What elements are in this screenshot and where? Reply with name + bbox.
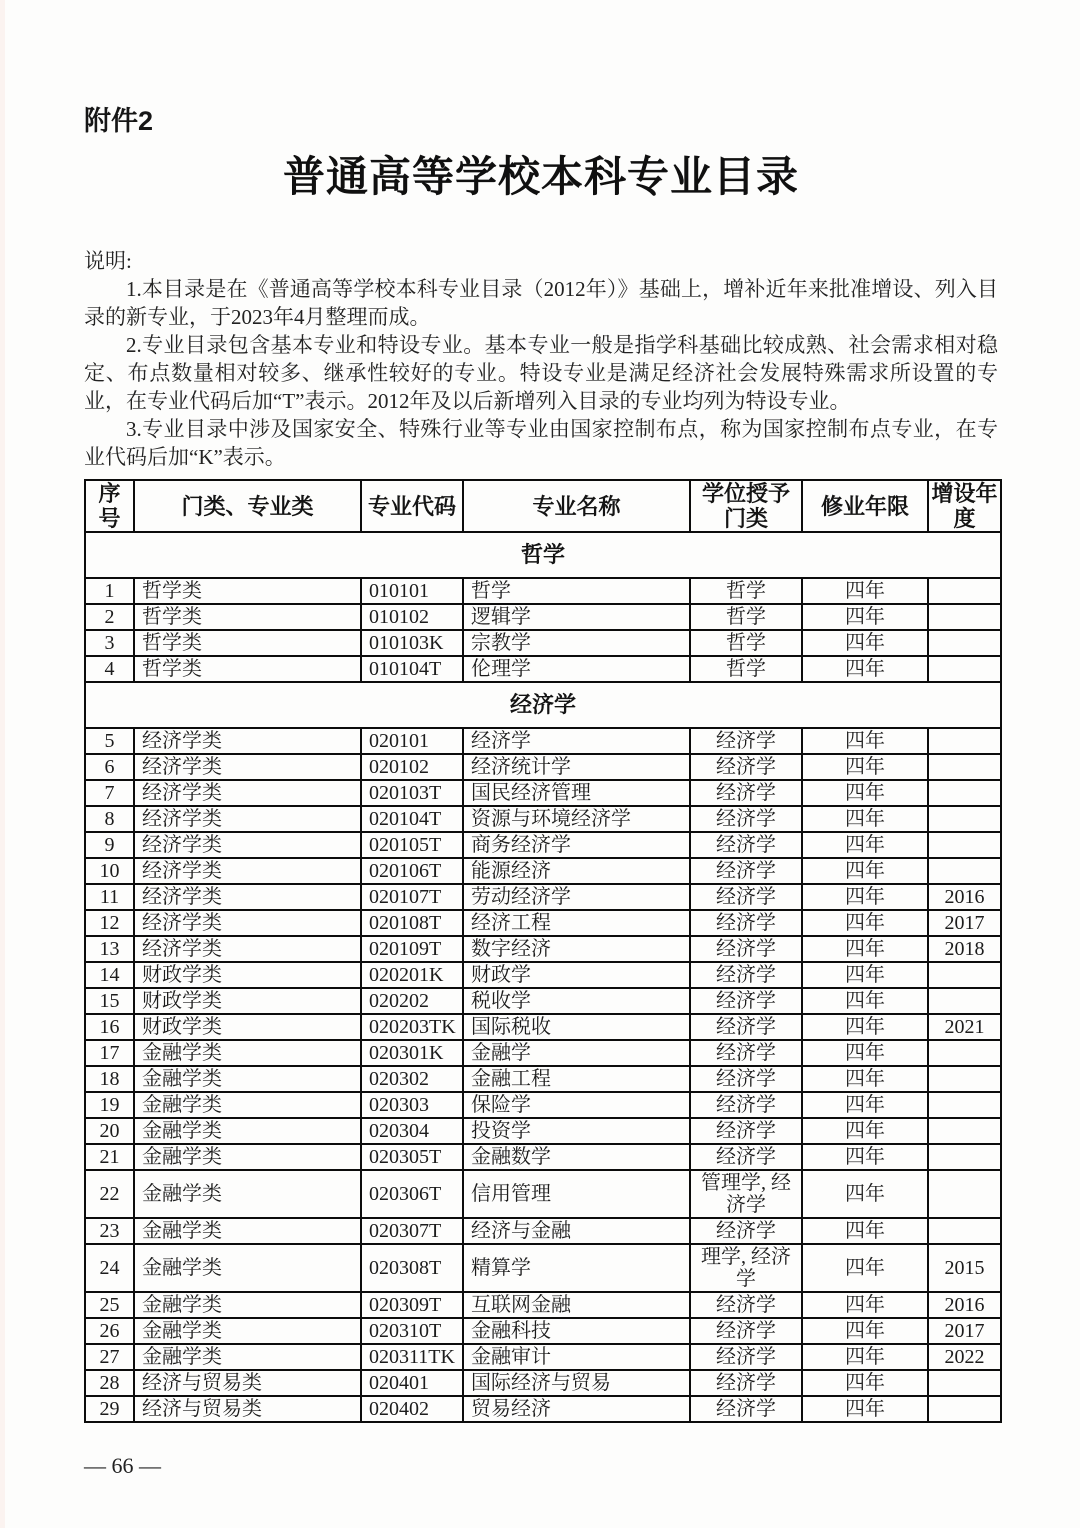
- table-cell: 经济学: [690, 1218, 802, 1244]
- table-row: [85, 1318, 1001, 1344]
- table-row: [85, 630, 1001, 656]
- table-cell: 四年: [802, 1014, 928, 1040]
- table-cell: 哲学: [690, 578, 802, 604]
- table-cell: 17: [85, 1040, 134, 1066]
- table-cell: 四年: [802, 1370, 928, 1396]
- table-cell: 经济学: [690, 780, 802, 806]
- table-cell: 经济学: [690, 1092, 802, 1118]
- table-row: [85, 936, 1001, 962]
- table-cell: 020303: [361, 1092, 463, 1118]
- table-cell: [928, 728, 1001, 754]
- table-cell: 管理学, 经济学: [690, 1170, 802, 1218]
- table-cell: 经济学: [690, 1144, 802, 1170]
- col-header-year-added: 增设年度: [928, 480, 1001, 532]
- table-row: [85, 910, 1001, 936]
- table-cell: 经济学: [690, 910, 802, 936]
- table-header-row: [85, 480, 1001, 532]
- table-cell: 四年: [802, 728, 928, 754]
- table-cell: 四年: [802, 1066, 928, 1092]
- table-cell: 经济学: [690, 1040, 802, 1066]
- table-cell: 3: [85, 630, 134, 656]
- table-cell: [928, 1118, 1001, 1144]
- table-cell: 020106T: [361, 858, 463, 884]
- table-row: [85, 1292, 1001, 1318]
- table-cell: 四年: [802, 1092, 928, 1118]
- table-cell: 经济学: [463, 728, 690, 754]
- table-cell: 经济学: [690, 884, 802, 910]
- table-cell: 四年: [802, 604, 928, 630]
- table-cell: 金融审计: [463, 1344, 690, 1370]
- table-cell: 四年: [802, 1292, 928, 1318]
- table-cell: 四年: [802, 832, 928, 858]
- table-cell: 四年: [802, 1040, 928, 1066]
- table-cell: 经济学类: [134, 936, 361, 962]
- table-cell: 1: [85, 578, 134, 604]
- table-row: [85, 988, 1001, 1014]
- table-cell: 四年: [802, 806, 928, 832]
- table-cell: 哲学类: [134, 578, 361, 604]
- table-cell: 2021: [928, 1014, 1001, 1040]
- table-cell: 经济学: [690, 1396, 802, 1422]
- table-cell: 020104T: [361, 806, 463, 832]
- table-row: [85, 578, 1001, 604]
- table-cell: 资源与环境经济学: [463, 806, 690, 832]
- table-cell: 10: [85, 858, 134, 884]
- table-cell: 020202: [361, 988, 463, 1014]
- table-cell: [928, 780, 1001, 806]
- table-cell: 16: [85, 1014, 134, 1040]
- table-cell: 经济学: [690, 988, 802, 1014]
- col-header-serial-number: 序号: [85, 480, 134, 532]
- col-header-degree-category: 学位授予门类: [690, 480, 802, 532]
- table-cell: 8: [85, 806, 134, 832]
- table-cell: 金融学类: [134, 1092, 361, 1118]
- table-cell: 经济学: [690, 1370, 802, 1396]
- table-cell: 四年: [802, 578, 928, 604]
- table-cell: 010101: [361, 578, 463, 604]
- table-cell: 四年: [802, 936, 928, 962]
- table-row: [85, 962, 1001, 988]
- table-cell: 020301K: [361, 1040, 463, 1066]
- table-cell: 四年: [802, 1318, 928, 1344]
- table-cell: [928, 1396, 1001, 1422]
- table-cell: 23: [85, 1218, 134, 1244]
- table-cell: 2018: [928, 936, 1001, 962]
- section-title: 哲学: [85, 532, 1001, 578]
- table-cell: 27: [85, 1344, 134, 1370]
- table-cell: 金融学类: [134, 1066, 361, 1092]
- table-cell: 2016: [928, 884, 1001, 910]
- table-cell: 税收学: [463, 988, 690, 1014]
- table-cell: 财政学类: [134, 988, 361, 1014]
- table-cell: 20: [85, 1118, 134, 1144]
- table-cell: 020402: [361, 1396, 463, 1422]
- table-cell: 020201K: [361, 962, 463, 988]
- table-row: [85, 858, 1001, 884]
- table-cell: 020102: [361, 754, 463, 780]
- table-row: [85, 1244, 1001, 1292]
- table-cell: 商务经济学: [463, 832, 690, 858]
- table-cell: 金融科技: [463, 1318, 690, 1344]
- table-cell: 经济学类: [134, 858, 361, 884]
- table-row: [85, 1040, 1001, 1066]
- majors-table: [84, 479, 1002, 1423]
- table-cell: 25: [85, 1292, 134, 1318]
- table-cell: 经济学: [690, 832, 802, 858]
- table-cell: 精算学: [463, 1244, 690, 1292]
- page-number: — 66 —: [84, 1453, 161, 1478]
- table-cell: [928, 1144, 1001, 1170]
- table-cell: 020107T: [361, 884, 463, 910]
- note-paragraph-3: 3.专业目录中涉及国家安全、特殊行业等专业由国家控制布点，称为国家控制布点专业，在专业代码后加“K”表示。: [84, 417, 998, 469]
- table-cell: 四年: [802, 1118, 928, 1144]
- table-row: [85, 1344, 1001, 1370]
- table-cell: 四年: [802, 1170, 928, 1218]
- table-cell: 5: [85, 728, 134, 754]
- table-cell: 经济学: [690, 806, 802, 832]
- col-header-category: 门类、专业类: [134, 480, 361, 532]
- table-cell: 哲学类: [134, 604, 361, 630]
- table-row: [85, 1370, 1001, 1396]
- table-cell: 金融学类: [134, 1318, 361, 1344]
- table-cell: 四年: [802, 1344, 928, 1370]
- table-cell: 020309T: [361, 1292, 463, 1318]
- section-title: 经济学: [85, 682, 1001, 728]
- table-cell: 国际经济与贸易: [463, 1370, 690, 1396]
- table-cell: 哲学: [690, 630, 802, 656]
- table-cell: 010102: [361, 604, 463, 630]
- table-cell: 四年: [802, 1144, 928, 1170]
- table-cell: 9: [85, 832, 134, 858]
- table-cell: 经济与金融: [463, 1218, 690, 1244]
- table-cell: 2015: [928, 1244, 1001, 1292]
- table-cell: 22: [85, 1170, 134, 1218]
- table-cell: [928, 604, 1001, 630]
- table-cell: 020306T: [361, 1170, 463, 1218]
- table-row: [85, 1218, 1001, 1244]
- note-paragraph-2: 2.专业目录包含基本专业和特设专业。基本专业一般是指学科基础比较成熟、社会需求相对稳定、布点数量相对较多、继承性较好的专业。特设专业是满足经济社会发展特殊需求所设置的专业，在专业代码后加“T”表示。2012年及以后新增列入目录的专业均列为特设专业。: [84, 333, 998, 413]
- table-cell: 金融学类: [134, 1292, 361, 1318]
- table-cell: 020307T: [361, 1218, 463, 1244]
- table-cell: 逻辑学: [463, 604, 690, 630]
- table-cell: 经济学类: [134, 754, 361, 780]
- table-cell: 经济学: [690, 1344, 802, 1370]
- table-cell: 四年: [802, 630, 928, 656]
- table-cell: 11: [85, 884, 134, 910]
- table-cell: [928, 754, 1001, 780]
- table-cell: [928, 1092, 1001, 1118]
- table-cell: [928, 962, 1001, 988]
- table-cell: 28: [85, 1370, 134, 1396]
- table-cell: 020302: [361, 1066, 463, 1092]
- note-paragraph-1: 1.本目录是在《普通高等学校本科专业目录（2012年）》基础上，增补近年来批准增设、列入目录的新专业，于2023年4月整理而成。: [84, 277, 998, 329]
- table-cell: 2017: [928, 1318, 1001, 1344]
- table-cell: 经济学: [690, 754, 802, 780]
- table-cell: 经济学类: [134, 780, 361, 806]
- table-row: [85, 754, 1001, 780]
- table-cell: 2022: [928, 1344, 1001, 1370]
- table-cell: [928, 656, 1001, 682]
- table-row: [85, 1144, 1001, 1170]
- table-cell: 经济工程: [463, 910, 690, 936]
- table-cell: 020203TK: [361, 1014, 463, 1040]
- table-cell: 15: [85, 988, 134, 1014]
- table-row: [85, 1014, 1001, 1040]
- table-cell: [928, 578, 1001, 604]
- table-cell: 金融学类: [134, 1144, 361, 1170]
- table-cell: 金融学类: [134, 1344, 361, 1370]
- section-row: [85, 682, 1001, 728]
- table-row: [85, 604, 1001, 630]
- table-cell: 理学, 经济学: [690, 1244, 802, 1292]
- table-cell: 经济学: [690, 858, 802, 884]
- table-cell: 经济学: [690, 1318, 802, 1344]
- table-row: [85, 780, 1001, 806]
- table-cell: 6: [85, 754, 134, 780]
- table-cell: 经济学: [690, 962, 802, 988]
- table-cell: 7: [85, 780, 134, 806]
- table-cell: 010104T: [361, 656, 463, 682]
- table-cell: 020310T: [361, 1318, 463, 1344]
- table-cell: 经济学类: [134, 832, 361, 858]
- notes-heading: 说明:: [84, 249, 132, 273]
- table-cell: 财政学类: [134, 962, 361, 988]
- table-cell: 19: [85, 1092, 134, 1118]
- table-row: [85, 806, 1001, 832]
- table-cell: [928, 1370, 1001, 1396]
- col-header-major-code: 专业代码: [361, 480, 463, 532]
- notes-section: [84, 247, 998, 471]
- table-cell: 020105T: [361, 832, 463, 858]
- table-header: [85, 480, 1001, 532]
- table-cell: 金融工程: [463, 1066, 690, 1092]
- table-cell: 能源经济: [463, 858, 690, 884]
- page-title: 普通高等学校本科专业目录: [282, 155, 799, 201]
- table-cell: 13: [85, 936, 134, 962]
- table-cell: 020308T: [361, 1244, 463, 1292]
- table-cell: 18: [85, 1066, 134, 1092]
- table-cell: 金融学类: [134, 1218, 361, 1244]
- table-cell: 020311TK: [361, 1344, 463, 1370]
- table-cell: 四年: [802, 1218, 928, 1244]
- table-cell: 26: [85, 1318, 134, 1344]
- table-cell: 四年: [802, 884, 928, 910]
- table-cell: 经济学: [690, 936, 802, 962]
- table-cell: 四年: [802, 780, 928, 806]
- col-header-study-duration: 修业年限: [802, 480, 928, 532]
- table-body: [85, 532, 1001, 1422]
- table-row: [85, 832, 1001, 858]
- table-cell: 国际税收: [463, 1014, 690, 1040]
- table-cell: 经济学: [690, 728, 802, 754]
- table-cell: 金融学类: [134, 1170, 361, 1218]
- table-cell: 四年: [802, 910, 928, 936]
- table-cell: 伦理学: [463, 656, 690, 682]
- table-cell: 金融学类: [134, 1118, 361, 1144]
- table-cell: 经济学: [690, 1292, 802, 1318]
- table-cell: 020305T: [361, 1144, 463, 1170]
- table-cell: 经济与贸易类: [134, 1370, 361, 1396]
- table-row: [85, 1396, 1001, 1422]
- table-cell: 宗教学: [463, 630, 690, 656]
- table-cell: 经济学: [690, 1118, 802, 1144]
- table-cell: [928, 988, 1001, 1014]
- table-cell: 2016: [928, 1292, 1001, 1318]
- table-cell: 数字经济: [463, 936, 690, 962]
- table-cell: 金融学类: [134, 1244, 361, 1292]
- table-cell: 经济学类: [134, 806, 361, 832]
- table-cell: [928, 858, 1001, 884]
- table-cell: 哲学类: [134, 630, 361, 656]
- table-cell: 四年: [802, 656, 928, 682]
- table-cell: 保险学: [463, 1092, 690, 1118]
- table-row: [85, 1118, 1001, 1144]
- table-cell: 经济学类: [134, 728, 361, 754]
- table-row: [85, 1170, 1001, 1218]
- table-cell: 经济学类: [134, 884, 361, 910]
- table-cell: 四年: [802, 988, 928, 1014]
- table-cell: [928, 1040, 1001, 1066]
- table-cell: 020101: [361, 728, 463, 754]
- table-cell: [928, 630, 1001, 656]
- table-cell: [928, 1218, 1001, 1244]
- table-cell: 经济学类: [134, 910, 361, 936]
- table-cell: 经济与贸易类: [134, 1396, 361, 1422]
- table-cell: 哲学: [690, 656, 802, 682]
- col-header-major-name: 专业名称: [463, 480, 690, 532]
- table-cell: 哲学: [463, 578, 690, 604]
- table-cell: 020109T: [361, 936, 463, 962]
- table-cell: 四年: [802, 858, 928, 884]
- table-cell: 投资学: [463, 1118, 690, 1144]
- attachment-label: 附件2: [84, 106, 154, 136]
- table-row: [85, 884, 1001, 910]
- table-cell: 贸易经济: [463, 1396, 690, 1422]
- table-cell: 2017: [928, 910, 1001, 936]
- table-cell: 国民经济管理: [463, 780, 690, 806]
- table-cell: 24: [85, 1244, 134, 1292]
- table-cell: 互联网金融: [463, 1292, 690, 1318]
- table-cell: 四年: [802, 754, 928, 780]
- table-cell: 四年: [802, 962, 928, 988]
- table-cell: [928, 1170, 1001, 1218]
- table-cell: [928, 832, 1001, 858]
- table-cell: 信用管理: [463, 1170, 690, 1218]
- table-cell: 四年: [802, 1244, 928, 1292]
- table-cell: 020103T: [361, 780, 463, 806]
- table-row: [85, 728, 1001, 754]
- table-row: [85, 1066, 1001, 1092]
- table-cell: 劳动经济学: [463, 884, 690, 910]
- table-cell: 29: [85, 1396, 134, 1422]
- table-cell: 金融学类: [134, 1040, 361, 1066]
- table-cell: [928, 806, 1001, 832]
- table-cell: 哲学类: [134, 656, 361, 682]
- table-cell: 21: [85, 1144, 134, 1170]
- table-cell: 010103K: [361, 630, 463, 656]
- table-cell: 12: [85, 910, 134, 936]
- section-row: [85, 532, 1001, 578]
- table-cell: 金融学: [463, 1040, 690, 1066]
- table-cell: 财政学类: [134, 1014, 361, 1040]
- table-cell: 020108T: [361, 910, 463, 936]
- table-cell: 14: [85, 962, 134, 988]
- table-cell: 020304: [361, 1118, 463, 1144]
- table-cell: 经济学: [690, 1014, 802, 1040]
- table-cell: 哲学: [690, 604, 802, 630]
- table-cell: 四年: [802, 1396, 928, 1422]
- table-cell: 财政学: [463, 962, 690, 988]
- table-row: [85, 1092, 1001, 1118]
- table-cell: 020401: [361, 1370, 463, 1396]
- table-row: [85, 656, 1001, 682]
- table-cell: [928, 1066, 1001, 1092]
- table-cell: 经济统计学: [463, 754, 690, 780]
- table-cell: 金融数学: [463, 1144, 690, 1170]
- table-cell: 2: [85, 604, 134, 630]
- table-cell: 4: [85, 656, 134, 682]
- table-cell: 经济学: [690, 1066, 802, 1092]
